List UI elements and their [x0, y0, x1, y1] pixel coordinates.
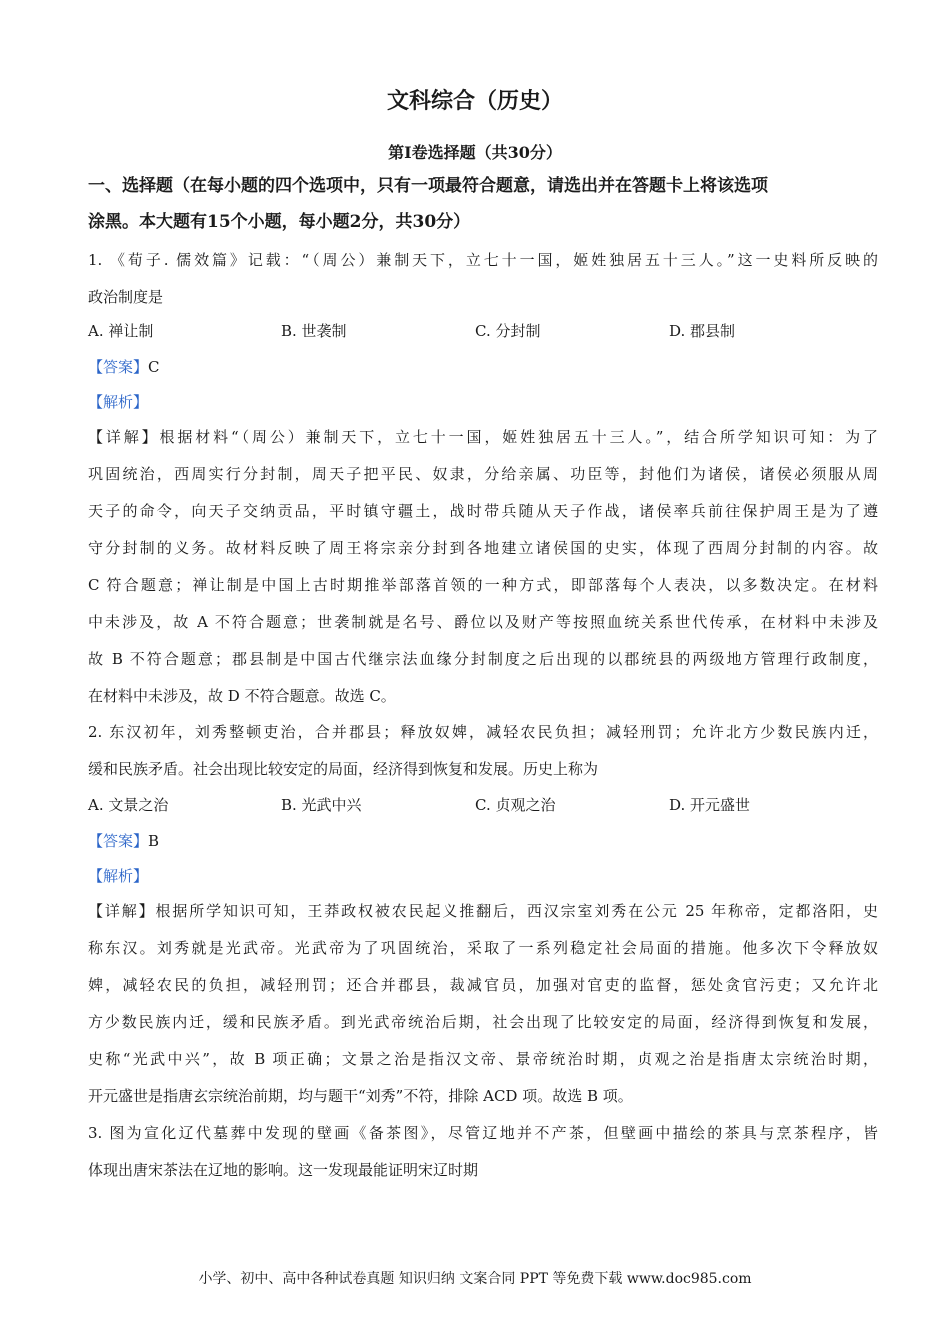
question-1-analysis-tag: 【解析】 [88, 393, 149, 411]
question-2-detail-line: 称东汉。刘秀就是光武帝。光武帝为了巩固统治，采取了一系列稳定社会局面的措施。他多次下令释放奴 [88, 939, 878, 957]
question-2-detail-line: 婢，减轻农民的负担，减轻刑罚；还合并郡县，裁减官员，加强对官吏的监督，惩处贪官污吏；又允许北 [88, 976, 878, 994]
question-2-detail-line: 开元盛世是指唐玄宗统治前期，均与题干“刘秀”不符，排除 ACD 项。故选 B 项。 [88, 1087, 633, 1105]
detail-tag: 【详解】 [88, 902, 156, 920]
question-2-answer [88, 831, 878, 851]
question-1-option-b: B. 世袭制 [281, 322, 347, 340]
question-1-detail-line: 巩固统治，西周实行分封制，周天子把平民、奴隶，分给亲属、功臣等，封他们为诸侯，诸侯必须服从周 [88, 465, 878, 483]
question-1-detail-line: 中未涉及，故 A 不符合题意；世袭制就是名号、爵位以及财产等按照血统关系世代传承，在材料中未涉及 [88, 613, 878, 631]
detail-text: 根据所学知识可知，王莽政权被农民起义推翻后，西汉宗室刘秀在公元 25 年称帝，定都洛阳，史 [155, 902, 878, 920]
question-2-detail-line: 史称“光武中兴”，故 B 项正确；文景之治是指汉文帝、景帝统治时期，贞观之治是指唐太宗统治时期， [88, 1050, 878, 1068]
question-2-stem-line: 缓和民族矛盾。社会出现比较安定的局面，经济得到恢复和发展。历史上称为 [88, 760, 599, 778]
answer-value: B [148, 832, 160, 850]
question-2-detail-line [88, 901, 878, 921]
page-footer: 小学、初中、高中各种试卷真题 知识归纳 文案合同 PPT 等免费下载 www.doc985.com [198, 1271, 752, 1287]
question-2-analysis-tag: 【解析】 [88, 867, 149, 885]
question-2-option-b: B. 光武中兴 [281, 796, 362, 814]
question-3-stem-line: 3. 图为宣化辽代墓葬中发现的壁画《备茶图》，尽管辽地并不产茶，但壁画中描绘的茶具与烹茶程序，皆 [88, 1124, 878, 1142]
answer-tag: 【答案】 [88, 832, 149, 850]
question-2-option-c: C. 贞观之治 [475, 796, 556, 814]
question-1-detail-line [88, 427, 878, 447]
question-2-option-a: A. 文景之治 [88, 796, 169, 814]
question-2-stem-line: 2. 东汉初年，刘秀整顿吏治，合并郡县；释放奴婢，减轻农民负担；减轻刑罚；允许北方少数民族内迁， [88, 723, 878, 741]
question-2-option-d: D. 开元盛世 [669, 796, 751, 814]
question-1-detail-line: 在材料中未涉及，故 D 不符合题意。故选 C。 [88, 687, 396, 705]
question-1-option-d: D. 郡县制 [669, 322, 736, 340]
question-1-detail-line: 故 B 不符合题意；郡县制是中国古代继宗法血缘分封制度之后出现的以郡统县的两级地方管理行政制度， [88, 650, 878, 668]
section-heading-line: 涂黑。本大题有15个小题，每小题2分，共30分） [88, 212, 471, 232]
question-1-detail-line: 守分封制的义务。故材料反映了周王将宗亲分封到各地建立诸侯国的史实，体现了西周分封制的内容。故 [88, 539, 878, 557]
answer-tag: 【答案】 [88, 358, 149, 376]
question-1-answer [88, 357, 878, 377]
question-1-option-a: A. 禅让制 [88, 322, 154, 340]
question-1-stem-line: 政治制度是 [88, 288, 164, 306]
answer-value: C [148, 358, 160, 376]
section-heading-line: 一、选择题（在每小题的四个选项中，只有一项最符合题意，请选出并在答题卡上将该选项 [88, 176, 768, 196]
question-1-detail-line: C 符合题意；禅让制是中国上古时期推举部落首领的一种方式，即部落每个人表决，以多数决定。在材料 [88, 576, 878, 594]
detail-tag: 【详解】 [88, 428, 160, 446]
question-3-stem-line: 体现出唐宋茶法在辽地的影响。这一发现最能证明宋辽时期 [88, 1161, 479, 1179]
question-1-stem-line: 1. 《荀子. 儒效篇》记载：“（周公）兼制天下，立七十一国，姬姓独居五十三人。”这一史料所反映的 [88, 251, 878, 269]
question-2-detail-line: 方少数民族内迁，缓和民族矛盾。到光武帝统治后期，社会出现了比较安定的局面，经济得到恢复和发展， [88, 1013, 878, 1031]
section-heading [88, 168, 878, 240]
page-title: 文科综合（历史） [386, 88, 563, 114]
question-1-option-c: C. 分封制 [475, 322, 541, 340]
detail-text: 根据材料“（周公）兼制天下，立七十一国，姬姓独居五十三人。”，结合所学知识可知：为了 [159, 428, 878, 446]
question-1-detail-line: 天子的命令，向天子交纳贡品，平时镇守疆土，战时带兵随从天子作战，诸侯率兵前往保护周王是为了遵 [88, 502, 878, 520]
page-subtitle: 第Ⅰ卷选择题（共30分） [388, 143, 562, 162]
